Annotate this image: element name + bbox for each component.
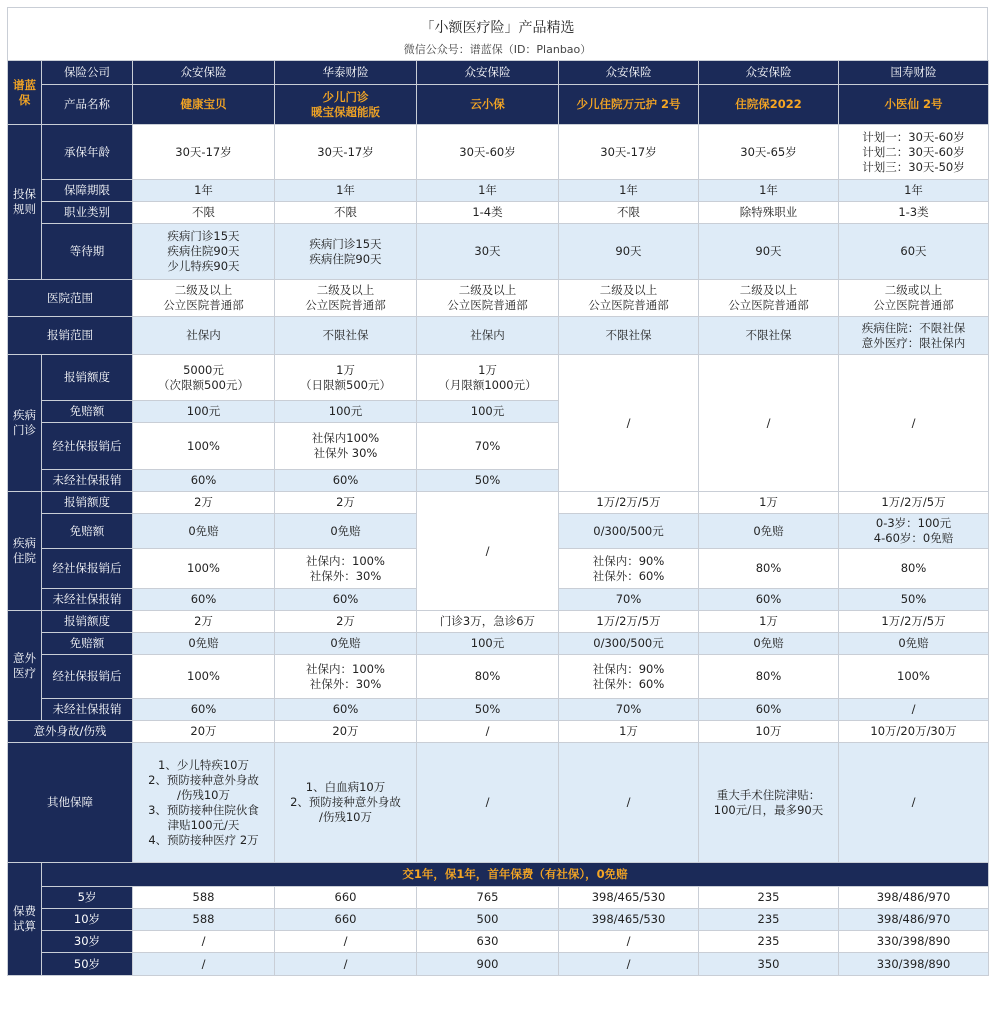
- comparison-sheet: [7, 7, 988, 976]
- row-label: 未经社保报销: [42, 589, 133, 611]
- not-applicable-cell: /: [559, 355, 699, 492]
- value-cell: 60%: [699, 699, 839, 721]
- comparison-table: [7, 60, 989, 976]
- value-cell: 100%: [133, 549, 275, 589]
- value-cell: 2万: [275, 492, 417, 514]
- value-cell: 二级及以上 公立医院普通部: [417, 280, 559, 317]
- company-name: 华泰财险: [275, 61, 417, 85]
- value-cell: 80%: [699, 549, 839, 589]
- company-name: 众安保险: [417, 61, 559, 85]
- value-cell: 10万: [699, 721, 839, 743]
- value-cell: 社保内：90% 社保外：60%: [559, 549, 699, 589]
- premium-banner: 交1年，保1年，首年保费（有社保），0免赔: [42, 863, 989, 887]
- value-cell: 1、白血病10万 2、预防接种意外身故 /伤残10万: [275, 743, 417, 863]
- value-cell: 70%: [559, 699, 699, 721]
- row-label: 报销额度: [42, 611, 133, 633]
- product-name: 健康宝贝: [133, 85, 275, 125]
- row-label: 10岁: [42, 909, 133, 931]
- table-row: [8, 633, 989, 655]
- label-product: 产品名称: [42, 85, 133, 125]
- company-name: 众安保险: [559, 61, 699, 85]
- group-label: 疾病 门诊: [8, 355, 42, 492]
- value-cell: 70%: [417, 423, 559, 470]
- value-cell: 90天: [559, 224, 699, 280]
- value-cell: /: [559, 953, 699, 976]
- value-cell: 100元: [275, 401, 417, 423]
- group-label: 疾病 住院: [8, 492, 42, 611]
- row-label: 经社保报销后: [42, 423, 133, 470]
- value-cell: 100%: [133, 655, 275, 699]
- value-cell: 30天-17岁: [275, 125, 417, 180]
- value-cell: 1万: [699, 611, 839, 633]
- value-cell: 1万 （日限额500元）: [275, 355, 417, 401]
- table-row: [8, 909, 989, 931]
- value-cell: 30天-60岁: [417, 125, 559, 180]
- value-cell: 1万/2万/5万: [559, 492, 699, 514]
- table-row: [8, 317, 989, 355]
- row-label: 报销额度: [42, 492, 133, 514]
- value-cell: 社保内: [417, 317, 559, 355]
- value-cell: 588: [133, 887, 275, 909]
- value-cell: 20万: [275, 721, 417, 743]
- table-row: [8, 743, 989, 863]
- value-cell: 30天-17岁: [133, 125, 275, 180]
- value-cell: 100%: [839, 655, 989, 699]
- value-cell: 660: [275, 887, 417, 909]
- value-cell: 1年: [839, 180, 989, 202]
- page-subtitle: 微信公众号：谱蓝保（ID：Planbao）: [403, 43, 592, 56]
- row-label: 保障期限: [42, 180, 133, 202]
- value-cell: /: [133, 953, 275, 976]
- not-applicable-cell: /: [417, 492, 559, 611]
- value-cell: 235: [699, 887, 839, 909]
- value-cell: 门诊3万，急诊6万: [417, 611, 559, 633]
- row-label: 免赔额: [42, 401, 133, 423]
- value-cell: 1万: [699, 492, 839, 514]
- product-name: 少儿住院万元护 2号: [559, 85, 699, 125]
- value-cell: /: [839, 699, 989, 721]
- value-cell: 社保内: [133, 317, 275, 355]
- value-cell: /: [417, 743, 559, 863]
- table-row: [8, 202, 989, 224]
- value-cell: 1年: [559, 180, 699, 202]
- row-label: 未经社保报销: [42, 470, 133, 492]
- value-cell: 疾病门诊15天 疾病住院90天: [275, 224, 417, 280]
- label-company: 保险公司: [42, 61, 133, 85]
- value-cell: 100元: [417, 401, 559, 423]
- value-cell: 0免赔: [839, 633, 989, 655]
- value-cell: 80%: [699, 655, 839, 699]
- value-cell: 1万/2万/5万: [839, 611, 989, 633]
- value-cell: /: [275, 931, 417, 953]
- table-row: [8, 611, 989, 633]
- row-label: 未经社保报销: [42, 699, 133, 721]
- value-cell: 235: [699, 931, 839, 953]
- value-cell: 10万/20万/30万: [839, 721, 989, 743]
- table-row: [8, 699, 989, 721]
- value-cell: 社保内：100% 社保外：30%: [275, 549, 417, 589]
- value-cell: 社保内：90% 社保外：60%: [559, 655, 699, 699]
- product-name: 小医仙 2号: [839, 85, 989, 125]
- table-row: [8, 655, 989, 699]
- value-cell: 60%: [133, 699, 275, 721]
- value-cell: 1万: [559, 721, 699, 743]
- row-label: 免赔额: [42, 514, 133, 549]
- value-cell: 330/398/890: [839, 953, 989, 976]
- value-cell: 1万/2万/5万: [839, 492, 989, 514]
- product-name: 少儿门诊 暖宝保超能版: [275, 85, 417, 125]
- value-cell: 100元: [133, 401, 275, 423]
- corner-logo: 谱蓝 保: [8, 61, 42, 125]
- value-cell: 0免赔: [275, 514, 417, 549]
- value-cell: 2万: [133, 611, 275, 633]
- row-label: 等待期: [42, 224, 133, 280]
- table-row: [8, 492, 989, 514]
- value-cell: 1万/2万/5万: [559, 611, 699, 633]
- value-cell: 398/486/970: [839, 909, 989, 931]
- value-cell: /: [275, 953, 417, 976]
- value-cell: 二级或以上 公立医院普通部: [839, 280, 989, 317]
- value-cell: 社保内100% 社保外 30%: [275, 423, 417, 470]
- value-cell: 330/398/890: [839, 931, 989, 953]
- value-cell: 二级及以上 公立医院普通部: [699, 280, 839, 317]
- row-label: 其他保障: [8, 743, 133, 863]
- value-cell: 30天-17岁: [559, 125, 699, 180]
- value-cell: 398/465/530: [559, 887, 699, 909]
- value-cell: 630: [417, 931, 559, 953]
- table-row: [8, 887, 989, 909]
- value-cell: /: [559, 931, 699, 953]
- value-cell: 0免赔: [133, 633, 275, 655]
- value-cell: 不限社保: [559, 317, 699, 355]
- company-name: 国寿财险: [839, 61, 989, 85]
- value-cell: 二级及以上 公立医院普通部: [275, 280, 417, 317]
- value-cell: 1、少儿特疾10万 2、预防接种意外身故 /伤残10万 3、预防接种住院伙食 津贴100元/天 4、预防接种医疗 2万: [133, 743, 275, 863]
- value-cell: 100%: [133, 423, 275, 470]
- value-cell: 70%: [559, 589, 699, 611]
- value-cell: 不限: [559, 202, 699, 224]
- company-name: 众安保险: [699, 61, 839, 85]
- value-cell: 1年: [699, 180, 839, 202]
- value-cell: 不限: [133, 202, 275, 224]
- value-cell: 30天-65岁: [699, 125, 839, 180]
- value-cell: 不限社保: [699, 317, 839, 355]
- value-cell: 500: [417, 909, 559, 931]
- value-cell: 30天: [417, 224, 559, 280]
- value-cell: 1-4类: [417, 202, 559, 224]
- row-label: 承保年龄: [42, 125, 133, 180]
- value-cell: 60%: [275, 470, 417, 492]
- value-cell: 1年: [417, 180, 559, 202]
- row-label: 报销额度: [42, 355, 133, 401]
- value-cell: 100元: [417, 633, 559, 655]
- row-label: 报销范围: [8, 317, 133, 355]
- value-cell: 2万: [133, 492, 275, 514]
- row-label: 免赔额: [42, 633, 133, 655]
- value-cell: 疾病门诊15天 疾病住院90天 少儿特疾90天: [133, 224, 275, 280]
- value-cell: 二级及以上 公立医院普通部: [133, 280, 275, 317]
- table-row: [8, 280, 989, 317]
- table-row: [8, 85, 989, 125]
- table-row: [8, 224, 989, 280]
- value-cell: 除特殊职业: [699, 202, 839, 224]
- value-cell: /: [417, 721, 559, 743]
- value-cell: 765: [417, 887, 559, 909]
- value-cell: 疾病住院：不限社保 意外医疗：限社保内: [839, 317, 989, 355]
- value-cell: 660: [275, 909, 417, 931]
- row-label: 医院范围: [8, 280, 133, 317]
- title-box: [7, 7, 988, 60]
- table-row: [8, 953, 989, 976]
- value-cell: 60%: [275, 699, 417, 721]
- not-applicable-cell: /: [839, 355, 989, 492]
- row-label: 经社保报销后: [42, 549, 133, 589]
- value-cell: 0免赔: [699, 633, 839, 655]
- value-cell: 80%: [417, 655, 559, 699]
- table-row: [8, 931, 989, 953]
- value-cell: 398/465/530: [559, 909, 699, 931]
- value-cell: 60天: [839, 224, 989, 280]
- value-cell: 90天: [699, 224, 839, 280]
- product-name: 住院保2022: [699, 85, 839, 125]
- group-label: 投保 规则: [8, 125, 42, 280]
- value-cell: 50%: [417, 470, 559, 492]
- value-cell: 60%: [699, 589, 839, 611]
- value-cell: 0免赔: [133, 514, 275, 549]
- value-cell: 398/486/970: [839, 887, 989, 909]
- table-row: [8, 125, 989, 180]
- not-applicable-cell: /: [699, 355, 839, 492]
- value-cell: 1年: [275, 180, 417, 202]
- value-cell: 1年: [133, 180, 275, 202]
- value-cell: /: [559, 743, 699, 863]
- value-cell: 1万 （月限额1000元）: [417, 355, 559, 401]
- value-cell: 0/300/500元: [559, 633, 699, 655]
- value-cell: 0免赔: [275, 633, 417, 655]
- table-row: [8, 180, 989, 202]
- value-cell: 1-3类: [839, 202, 989, 224]
- value-cell: 350: [699, 953, 839, 976]
- page-title: 「小额医疗险」产品精选: [420, 20, 575, 36]
- value-cell: 80%: [839, 549, 989, 589]
- row-label: 经社保报销后: [42, 655, 133, 699]
- table-row: [8, 721, 989, 743]
- value-cell: 社保内：100% 社保外：30%: [275, 655, 417, 699]
- value-cell: 60%: [133, 589, 275, 611]
- table-row: [8, 61, 989, 85]
- value-cell: 50%: [839, 589, 989, 611]
- value-cell: 5000元 （次限额500元）: [133, 355, 275, 401]
- table-row: [8, 355, 989, 401]
- group-label: 意外 医疗: [8, 611, 42, 721]
- value-cell: 900: [417, 953, 559, 976]
- value-cell: 60%: [275, 589, 417, 611]
- value-cell: 不限社保: [275, 317, 417, 355]
- value-cell: 0免赔: [699, 514, 839, 549]
- value-cell: /: [839, 743, 989, 863]
- row-label: 5岁: [42, 887, 133, 909]
- value-cell: 0/300/500元: [559, 514, 699, 549]
- value-cell: 235: [699, 909, 839, 931]
- table-row: [8, 863, 989, 887]
- value-cell: 20万: [133, 721, 275, 743]
- row-label: 意外身故/伤残: [8, 721, 133, 743]
- value-cell: 50%: [417, 699, 559, 721]
- value-cell: /: [133, 931, 275, 953]
- value-cell: 0-3岁：100元 4-60岁：0免赔: [839, 514, 989, 549]
- row-label: 职业类别: [42, 202, 133, 224]
- row-label: 50岁: [42, 953, 133, 976]
- value-cell: 2万: [275, 611, 417, 633]
- product-name: 云小保: [417, 85, 559, 125]
- value-cell: 重大手术住院津贴： 100元/日，最多90天: [699, 743, 839, 863]
- group-label: 保费 试算: [8, 863, 42, 976]
- company-name: 众安保险: [133, 61, 275, 85]
- value-cell: 588: [133, 909, 275, 931]
- value-cell: 二级及以上 公立医院普通部: [559, 280, 699, 317]
- value-cell: 不限: [275, 202, 417, 224]
- row-label: 30岁: [42, 931, 133, 953]
- value-cell: 60%: [133, 470, 275, 492]
- value-cell: 计划一：30天-60岁 计划二：30天-60岁 计划三：30天-50岁: [839, 125, 989, 180]
